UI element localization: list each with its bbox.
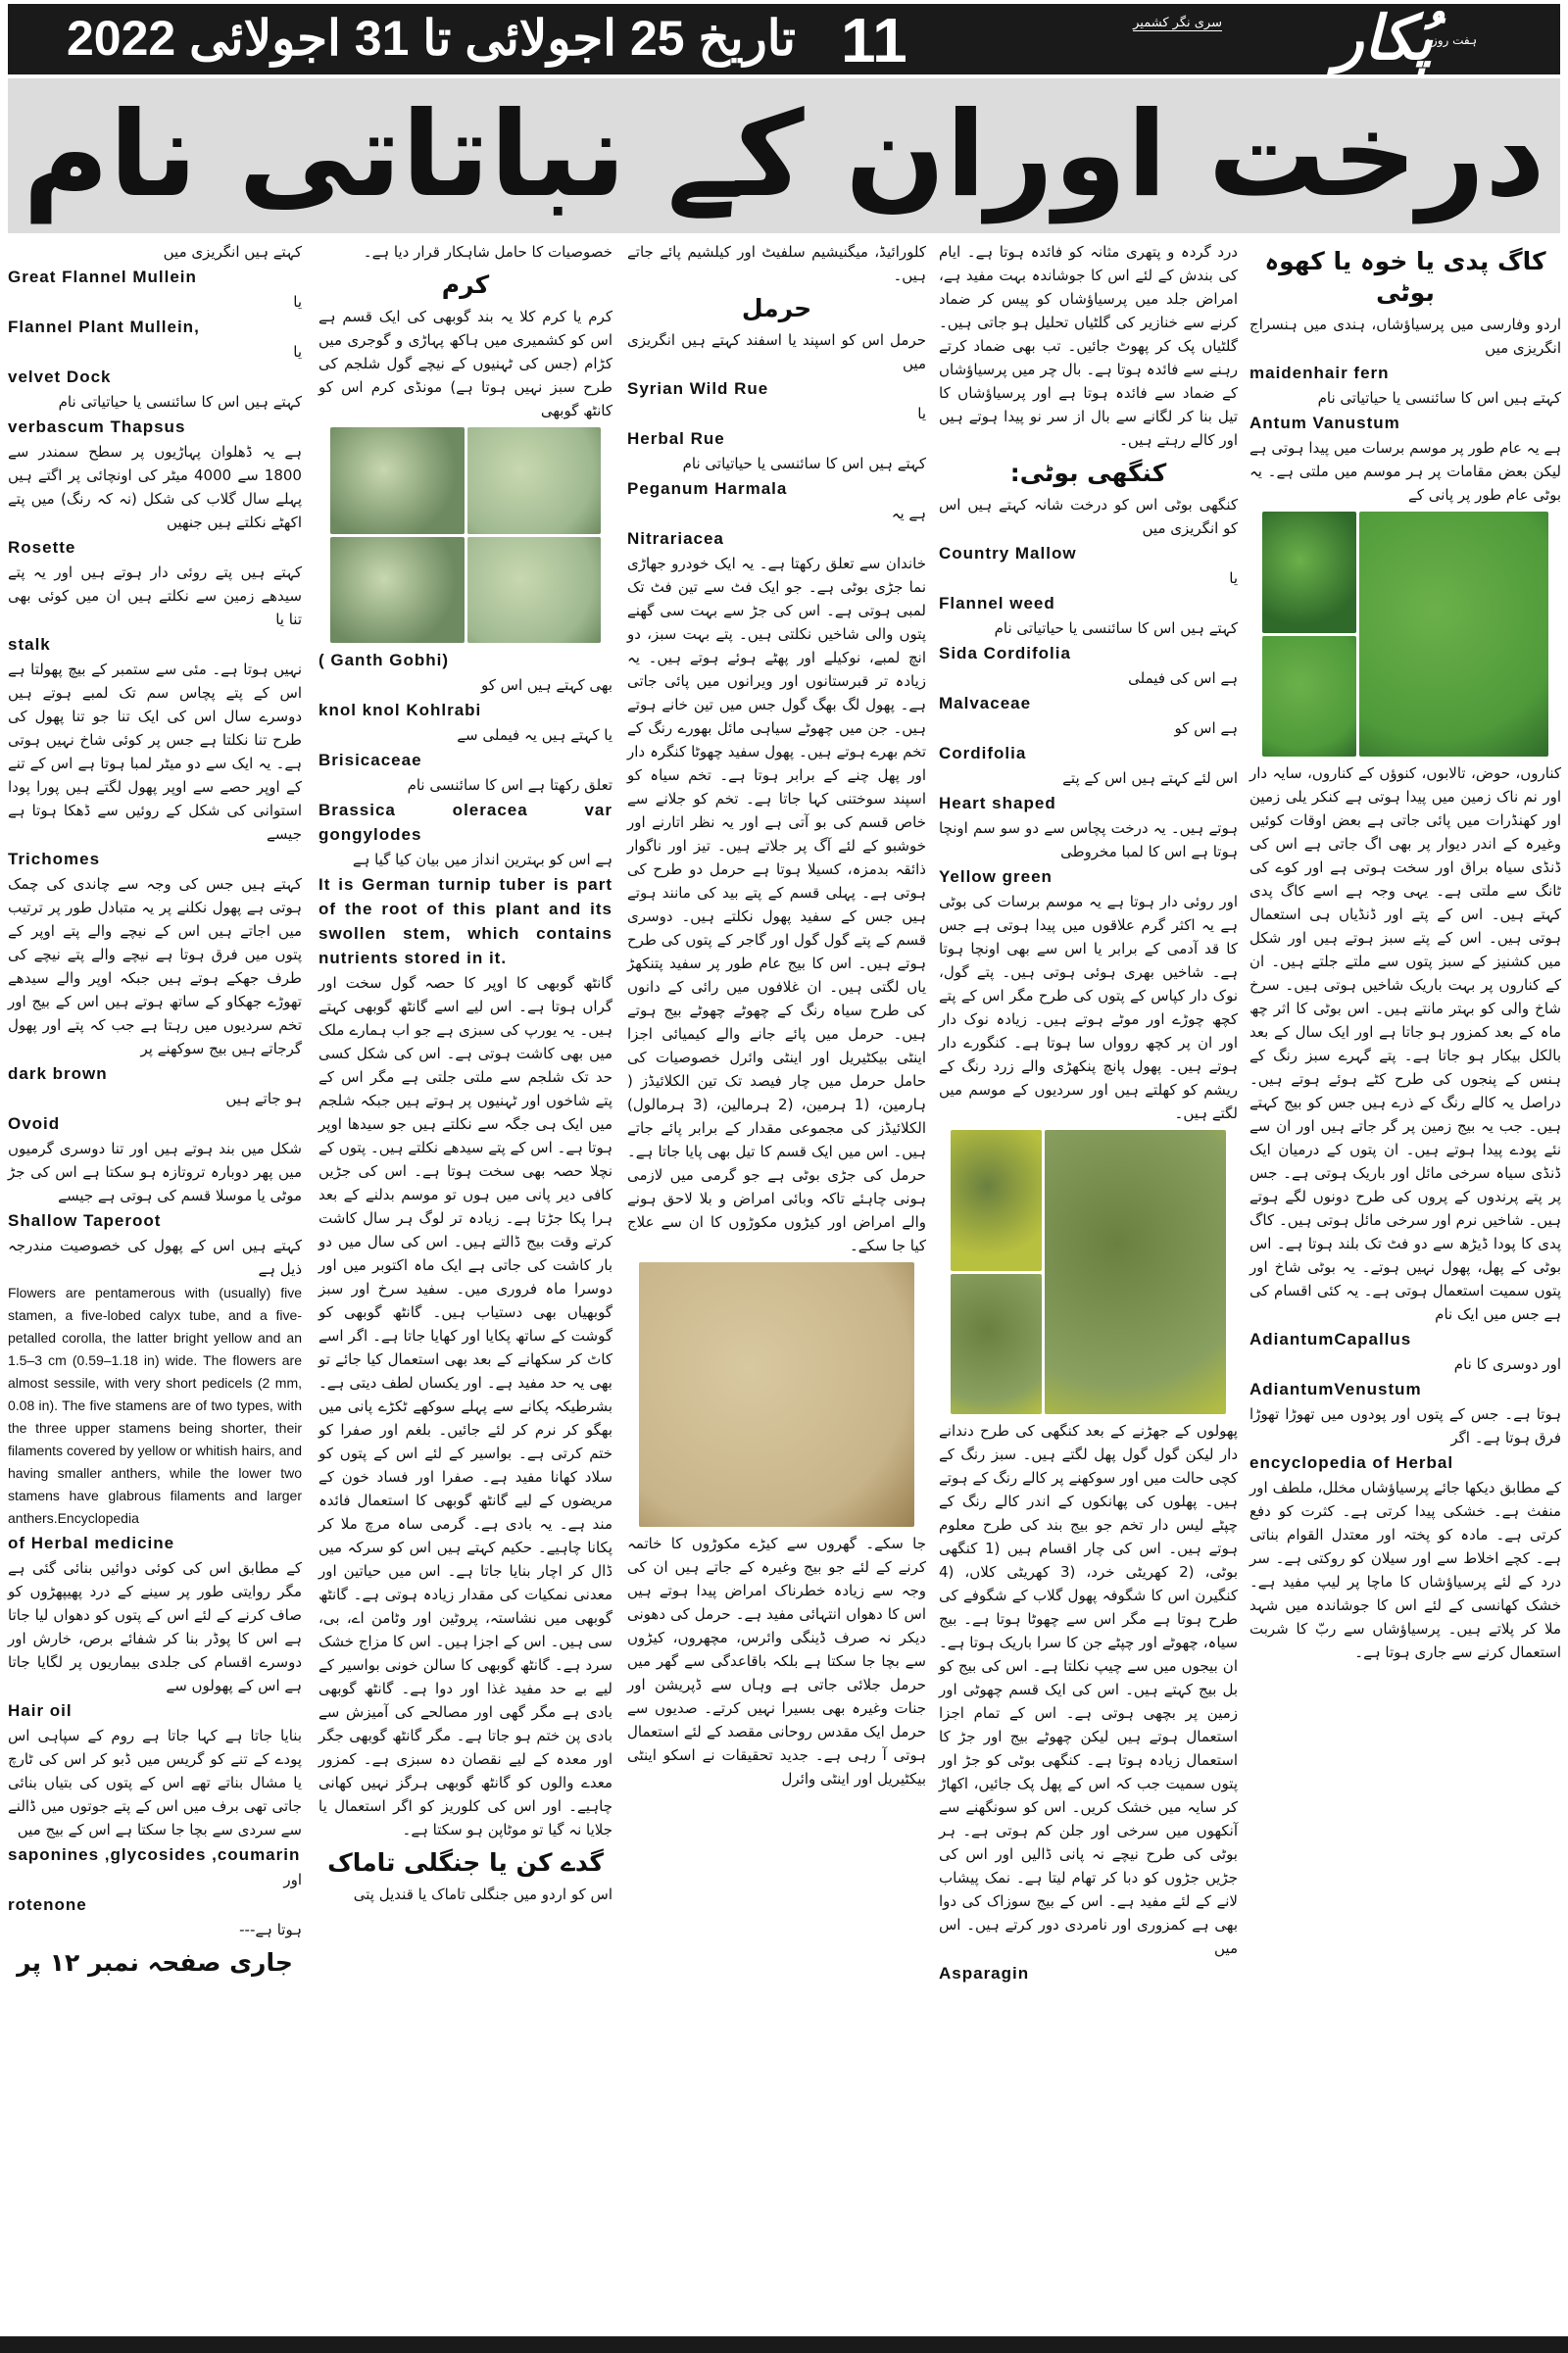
urdu-paragraph: ہوتا ہے--- xyxy=(239,1921,302,1938)
masthead-bar xyxy=(8,4,1560,74)
urdu-paragraph: یا xyxy=(293,293,302,311)
urdu-paragraph: اردو وفارسی میں پرسیاؤشاں، ہندی میں ہنسراج انگریزی میں xyxy=(1250,316,1561,357)
english-term: Heart shaped xyxy=(939,794,1056,812)
urdu-paragraph: ہے یہ xyxy=(891,505,926,522)
english-term: Syrian Wild Rue xyxy=(627,379,769,398)
article-column-5 xyxy=(1250,240,1561,1665)
section-heading: کاگ پدی یا خوہ یا کھوہ بوٹی xyxy=(1264,247,1546,307)
english-term: velvet Dock xyxy=(8,368,112,386)
section-heading: گدے کن یا جنگلی تاماک xyxy=(327,1848,604,1877)
harmal-photo xyxy=(639,1262,914,1527)
urdu-paragraph: کرم یا کرم کلا یہ بند گوبھی کی ایک قسم ہے اس کو کشمیری میں ہاکھ پہاڑی و گوجری میں کڑام (جس کی ٹہنیوں کے نیچے گول شلجم کی طرح سبز نہیں ہوتا ہے) مونڈی کرم اس کو کانٹھ گوبھی xyxy=(318,308,612,419)
english-term: Flowers are pentamerous with (usually) five stamen, a five-lobed calyx tube, and a five-petalled corolla, the latter bright yellow and an 1.5–3 cm (0.59–1.18 in) wide. The flowers are almost sessile, with very short pedicels (2 mm, 0.08 in). The five stamens are of two types, with the three upper stamens being shorter, their filaments covered by yellow or whitish hairs, and having smaller anthers, while the lower two stamens have glabrous filaments and larger anthers.Encyclopedia xyxy=(8,1285,302,1526)
urdu-paragraph: خاندان سے تعلق رکھتا ہے۔ یہ ایک خودرو جھاڑی نما جڑی بوٹی ہے۔ جو ایک فٹ سے تین فٹ تک لمبی ہوتی ہے۔ اس کی جڑ سے بہت سی گھنے پتوں والی شاخیں نکلتی ہیں۔ پتے بہت سبز، دو انچ لمبے، نوکیلے اور پھٹے ہوئے ہوتے ہیں۔ یہ زیادہ تر قبرستانوں اور ویرانوں میں پائی جاتی ہے۔ پھول لگ بھگ گول جس میں تین خانے ہوتے ہیں۔ جن میں چھوٹے سیاہی مائل بھورے رنگ کے تخم بھرے ہوتے ہیں۔ پھول سفید چھوٹا کنگرہ دار اور پھل چنے کے برابر ہوتا ہے۔ تخم سیاہ کو اسپند سوختنی کہا جاتا ہے۔ تخم کو جلانے سے خاص قسم کی بو آتی ہے اور یہ نظر اتارنے اور خوشبو کے لئے آگ پر جلاتے ہیں۔ تیز اور ناگوار ذائقہ بدمزہ، کسیلا ہوتا ہے حرمل دو طرح کی ہوتی ہے۔ پہلی قسم کے پتے بید کی مانند ہوتے ہیں جس کے سفید پھول نکلتے ہیں۔ دوسری قسم کے پتے گول گول اور گاجر کے پتوں کی طرح ہوتے ہیں۔ اس کا بیج عام طور پر سفید پتنکھڑ یاں لگتی ہیں۔ ان غلافوں میں رائی کے دانوں کی طرح سیاہ رنگ کے چھوٹے چھوٹے بیج ہوتے ہیں۔ حرمل میں پائے جانے والے کیمیائی اجزا اینٹی بیکٹیریل اور اینٹی وائرل خصوصیات کی حامل حرمل میں چار فیصد تک تین الکلائیڈز ( ہارمین، (1 ہرمین، (2 ہرمالین، (3 ہرمالول) الکلائیڈز کی مجموعی مقدار کے برابر پائے جاتے ہیں۔ اس میں ایک قسم کا تیل بھی پایا جاتا ہے۔ حرمل کی جڑی بوٹی ہے جو گرمی میں لازمی ہونی چاہئے تاکہ وبائی امراض و بلا لاحق ہونے والے امراض اور کیڑوں مکوڑوں کا ان سے علاج کیا جا سکے۔ xyxy=(627,555,926,1254)
english-term: Brassica oleracea var gongylodes xyxy=(318,801,612,844)
urdu-paragraph: کہتے ہیں اس کا سائنسی یا حیاتیاتی نام xyxy=(58,393,302,411)
urdu-paragraph: ہے اس کو xyxy=(1174,719,1238,737)
urdu-paragraph: ہے اس کی فیملی xyxy=(1128,669,1238,687)
newspaper-logo: پُکار xyxy=(1334,2,1433,74)
english-term: Cordifolia xyxy=(939,744,1027,762)
urdu-paragraph: نہیں ہوتا ہے۔ مئی سے ستمبر کے بیچ پھولتا ہے اس کے پتے پچاس سم تک لمبے ہوتے ہیں دوسرے سال اس کی ایک تنا جو تنا پھول کی طرح تنا نکلتا ہے جس پر کوئی شاخ نہیں ہوتی ہے۔ یہ ایک سے دو میٹر لمبا ہوتا ہے اس کے تنے کے اوپر حصے سے اوپر پھول لگتے ہیں پورا پودا استوانی کی شکل کے روئیں سے ڈھکا ہوتا ہے جیسے xyxy=(8,661,302,843)
urdu-paragraph: کے مطابق دیکھا جائے پرسیاؤشاں مخلل، ملطف اور منفث ہے۔ خشکی پیدا کرتی ہے۔ کثرت کو دفع کرتی ہے۔ مادہ کو پختہ اور معتدل القوام بناتی ہے۔ کچے اخلاط سے اور سیلان کو روکتی ہے۔ سر درد کے لئے پرسیاؤشاں کا ماچا پر لیپ مفید ہے۔ خشک کھانسی کے لئے اس کا جوشاندہ میں شہد ملا کر پلاتے ہیں۔ پرسیاؤشاں سے ربّ کا شربت استعمال کرنے سے جاری ہوتا ہے۔ xyxy=(1250,1479,1561,1661)
urdu-paragraph: درد گردہ و پتھری مثانہ کو فائدہ ہوتا ہے۔ ایام کی بندش کے لئے اس کا جوشاندہ بہت مفید ہے، امراض جلد میں پرسیاؤشاں کو پیس کر ضماد کرنے سے خنازیر کی گلٹیاں تحلیل ہو جاتی ہیں۔ گلٹیاں پک کر پھوٹ جائیں۔ تب بھی ضماد کرتے رہنے سے فائدہ ہوتا ہے۔ بال چر میں پرسیاؤشاں کے ضماد سے فائدہ ہوتا ہے اور پرسیاؤشاں کا تیل بنا کر لگانے سے بال از سر نو پیدا ہوتے ہیں اور کالے رہتے ہیں۔ xyxy=(939,243,1238,449)
urdu-paragraph: ہے یہ ڈھلوان پہاڑیوں پر سطح سمندر سے 1800 سے 4000 میٹر کی اونچائی پر اگتے ہیں پہلے سال گلاب کی شکل (نہ کہ رنگ) میں پتے اکھٹے نکلتے ہیں جنھیں xyxy=(8,443,302,531)
english-term: verbascum Thapsus xyxy=(8,417,186,436)
article-column-1 xyxy=(8,240,302,1983)
urdu-paragraph: ہو جاتے ہیں xyxy=(225,1090,302,1107)
urdu-paragraph: کہتے ہیں اس کا سائنسی یا حیاتیاتی نام xyxy=(682,455,926,472)
photo-panel xyxy=(330,537,465,644)
english-term: Yellow green xyxy=(939,867,1053,886)
english-term: Shallow Taperoot xyxy=(8,1211,162,1230)
photo-panel xyxy=(1262,512,1357,633)
english-term: Flannel weed xyxy=(939,594,1055,613)
section-heading: حرمل xyxy=(741,294,812,322)
english-term: Sida Cordifolia xyxy=(939,644,1071,662)
english-term: of Herbal medicine xyxy=(8,1534,175,1552)
urdu-paragraph: ہوتا ہے۔ جس کے پتوں اور پودوں میں تھوڑا تھوڑا فرق ہوتا ہے۔ اگر xyxy=(1250,1405,1561,1446)
article-column-4 xyxy=(939,240,1238,1986)
photo-panel xyxy=(467,537,602,644)
urdu-paragraph: کناروں، حوض، تالابوں، کنوؤں کے کناروں، سایہ دار اور نم ناک زمین میں پیدا ہوتی ہے کنکر یلی زمین اور کھنڈرات میں پائی جاتی ہے بعض اوقات کوئیں وغیرہ کے اندر دیوار پر بھی اگ جاتی ہے اس کی ڈنڈی سیاہ براق اور سخت ہوتی ہے اور کوے کی ٹانگ سے ملتی ہے۔ یہی وجہ ہے اسے کاگ پدی کہتے ہیں۔ اس کے پتے اور ڈنڈیاں ہی استعمال ہوتی ہیں۔ اس کے پتے سبز ہوتے ہیں اور شکل میں کشنیز کے سبز پتوں سے ملتے جلتے ہیں۔ ان کے کناروں پر بہت باریک شاخیں ہوتی ہیں۔ سرخ شاخ والی کو بہتر مانتے ہیں۔ اس بوٹی کا اثر چھ ماہ کے بعد کمزور ہو جاتا ہے اور ایک سال کے بعد بالکل بیکار ہو جاتا ہے۔ پتے گہرے سبز رنگ کے ہنس کے پنجوں کی طرح کٹے ہوئے ہوتے ہیں۔ دراصل یہ کالے رنگ کے ذرے ہیں جس کو بیج کہتے ہیں۔ جب یہ بیج زمین پر گر جاتے ہیں اور ان سے نئے پودے پیدا ہوتے ہیں۔ ان پتوں کے درمیان ایک ڈنڈی سیاہ سرخی مائل اور باریک ہوتی ہے۔ جس پر پتے پرندوں کے پروں کی طرح دونوں لگے ہوتے ہیں۔ شاخیں نرم اور سرخی مائل ہوتی ہیں۔ کاگ پدی کا پودا ڈیڑھ سے دو فٹ تک بلند ہوتا ہے۔ اس بوٹی کے پھل، پھول نہیں ہوتے۔ یہ بوٹی شاخ اور پتوں سمیت استعمال ہوتی ہے۔ یہ کئی اقسام کی ہے جس میں ایک نام xyxy=(1250,764,1561,1323)
photo-panel xyxy=(467,427,602,534)
urdu-paragraph: کہتے ہیں انگریزی میں xyxy=(163,243,302,261)
article-column-3 xyxy=(627,240,926,1791)
urdu-paragraph: ہے اس کو بہترین انداز میں بیان کیا گیا ہے xyxy=(352,851,612,868)
english-term: Great Flannel Mullein xyxy=(8,268,197,286)
urdu-paragraph: ہوتے ہیں۔ یہ درخت پچاس سے دو سو سم اونچا ہوتا ہے اس کا لمبا مخروطی xyxy=(939,819,1238,860)
urdu-paragraph: خصوصیات کا حامل شاہکار قرار دیا ہے۔ xyxy=(363,243,612,261)
page-number: 11 xyxy=(841,5,907,75)
english-term: Ovoid xyxy=(8,1114,61,1133)
urdu-paragraph: کہتے ہیں اس کا سائنسی یا حیاتیاتی نام xyxy=(994,619,1238,637)
english-term: Country Mallow xyxy=(939,544,1077,563)
english-term: Nitrariacea xyxy=(627,529,724,548)
urdu-paragraph: گانٹھ گوبھی کا اوپر کا حصہ گول سخت اور گراں ہوتا ہے۔ اس لیے اسے گانٹھ گوبھی کہتے ہیں۔ یہ یورپ کی سبزی ہے جو اب ہمارے ملک میں بھی کاشت ہوتی ہے۔ اس کی شکل کسی حد تک شلجم سے ملتی جلتی ہے مگر اس کے پتے شاخوں اور ٹہنیوں پر ہوتے ہیں جبکہ شلجم میں ایک ہی جگہ سے نکلتے ہیں جو سیدھا اوپر ہوتا ہے۔ اس کے پتے سیدھے نکلتے ہیں۔ پتوں کے نچلا حصہ بھی سخت ہوتا ہے۔ اس کی جڑیں کافی دیر پانی میں ہوں تو موسم بدلنے کے بعد ہرا پکا جڑتا ہے۔ زیادہ تر لوگ ہر سال کاشت کرتے وقت بیج ڈالتے ہیں۔ اس کی سال میں دو بار کاشت کی جاتی ہے ایک ماہ اکتوبر میں اور دوسرا ماہ فروری میں۔ سفید سرخ اور سبز گوبھیاں بھی دستیاب ہیں۔ گانٹھ گوبھی کو گوشت کے ساتھ پکایا اور کھایا جاتا ہے۔ اگر اسے کاٹ کر سکھانے کے بعد بھی استعمال کیا جائے تو بھی یہ حد مفید ہے۔ اور یکساں لطف دیتی ہے۔ بشرطیکہ پکانے سے پہلے سوکھے ٹکڑے پانی میں بھگو کر نرم کر لئے جائیں۔ بلغم اور صفرا کو ختم کرتی ہے۔ بواسیر کے لئے اس کے پتوں کو سلاد کھانا مفید ہے۔ صفرا اور فساد خون کے مریضوں کے لیے گانٹھ گوبھی کا استعمال فائدہ مند ہے۔ یہ بادی ہے۔ گرمی ساہ مرچ ملا کر پکانا چاہیے۔ حکیم کہتے ہیں اس کو سرکہ میں ڈال کر اچار بنایا جاتا ہے۔ اس میں حیاتین اور معدنی نمکیات کی مقدار زیادہ ہوتی ہے۔ گانٹھ گوبھی میں نشاستہ، پروٹین اور وٹامن اے، بی، سی ہیں۔ اس کے اجزا ہیں۔ اس کا مزاج خشک سرد ہے۔ گانٹھ گوبھی کا سالن خونی بواسیر کے لیے بے حد مفید غذا اور دوا ہے۔ گانٹھ گوبھی بادی ہے مگر گھی اور مصالحے کی آمیزش سے بادی پن ختم ہو جاتا ہے۔ مگر گانٹھ گوبھی جگر اور معدہ کے لیے نقصان دہ سبزی ہے۔ کمزور معدے والوں کو گانٹھ گوبھی ہرگز نہیں کھانی چاہیے۔ اور اس کی کلوریز کو اگر استعمال یا جلایا نہ گیا تو موٹاپن ہو سکتا ہے۔ xyxy=(318,974,612,1838)
english-term: saponines ,glycosides ,coumarin xyxy=(8,1845,301,1864)
english-term: Malvaceae xyxy=(939,694,1032,712)
english-term: encyclopedia of Herbal xyxy=(1250,1453,1454,1472)
english-term: knol knol Kohlrabi xyxy=(318,701,482,719)
urdu-paragraph: کہتے ہیں اس کے پھول کی خصوصیت مندرجہ ذیل ہے xyxy=(8,1237,302,1278)
urdu-paragraph: یا کہتے ہیں یہ فیملی سے xyxy=(457,726,612,744)
urdu-paragraph: ہے یہ عام طور پر موسم برسات میں پیدا ہوتی ہے لیکن بعض مقامات پر ہر موسم میں ملتی ہے۔ یہ بوٹی عام طور پر پانی کے xyxy=(1250,439,1561,504)
section-heading: کرم xyxy=(441,270,490,299)
urdu-paragraph: اور روئی دار ہوتا ہے یہ موسم برسات کی بوٹی ہے یہ اکثر گرم علاقوں میں پیدا ہوتی ہے جس کا قد آدمی کے برابر یا اس سے بھی اونچا ہوتا ہے۔ شاخیں بھری ہوئی ہوتی ہیں۔ پتے گول، نوک دار کپاس کے پتوں کی طرح مگر اس کے پتے کچھ چوڑے اور موٹے ہوتے ہیں۔ زیادہ نوک دار اور ان پر کچھ روواں سا ہوتا ہے۔ کنگورے دار ہوتے ہیں۔ پھول پانچ پنکھڑی والے زرد رنگ کے ریشم کو کھلتے ہیں اور سردیوں کے موسم میں لگتے ہیں۔ xyxy=(939,893,1238,1122)
urdu-paragraph: یا xyxy=(917,405,926,422)
issue-date: تاریخ 25 اجولائی تا 31 اجولائی 2022 xyxy=(67,11,796,66)
english-term: Trichomes xyxy=(8,850,101,868)
urdu-paragraph: کہتے ہیں جس کی وجہ سے چاندی کی چمک ہوتی ہے پھول نکلنے پر یہ متبادل طور پر ترتیب میں اجاتے ہیں اس کے نیچے والے پتے اوپر کے پتوں میں فرق ہوتا ہے نیچے والے پتے نیچے کی طرف جھکے ہوتے ہیں جبکہ اوپر والے سیدھے تھوڑے جھکاو کے ساتھ ہوتے ہیں اس کے بیج اور تخم سردیوں میں رہتا ہے جب کہ پتے اور پھول گرجاتے ہیں بیج سوکھنے پر xyxy=(8,875,302,1057)
urdu-paragraph: یا xyxy=(1229,569,1238,587)
section-heading: کنگھی بوٹی: xyxy=(1009,459,1167,487)
english-term: rotenone xyxy=(8,1895,87,1914)
section-heading: جاری صفحہ نمبر ۱۲ پر xyxy=(17,1948,293,1977)
mallow-photo xyxy=(951,1130,1226,1414)
urdu-paragraph: اور دوسری کا نام xyxy=(1453,1355,1561,1373)
fern-photo xyxy=(1262,512,1549,757)
urdu-paragraph: اس کو اردو میں جنگلی تاماک یا قندیل پتی xyxy=(353,1886,612,1903)
photo-panel xyxy=(951,1130,1042,1271)
photo-panel xyxy=(951,1274,1042,1415)
english-term: Rosette xyxy=(8,538,76,557)
english-term: Asparagin xyxy=(939,1964,1030,1983)
urdu-paragraph: کلورائیڈ، میگنیشیم سلفیٹ اور کیلشیم پائے جاتے ہیں۔ xyxy=(627,243,926,284)
urdu-paragraph: کہتے ہیں اس کا سائنسی یا حیاتیاتی نام xyxy=(1317,389,1561,407)
photo-panel xyxy=(1262,636,1357,758)
article-column-2 xyxy=(318,240,612,1907)
masthead-city: سری نگر کشمیر xyxy=(1133,16,1222,30)
urdu-paragraph: حرمل اس کو اسپند یا اسفند کہتے ہیں انگریزی میں xyxy=(627,331,926,372)
urdu-paragraph: یا xyxy=(293,343,302,361)
english-term: Hair oil xyxy=(8,1701,73,1720)
english-term: stalk xyxy=(8,635,51,654)
urdu-paragraph: کے مطابق اس کی کوئی دوائیں بنائی گئی ہے مگر روایتی طور پر سینے کے درد پھیپھڑوں کو صاف کرنے کے لئے اس کے پتوں کو دھواں لیا جاتا ہے اس کا پوڈر بنا کر شفائے برص، خارش اور دوسرے اقسام کی جلدی بیماریوں پر لگایا جاتا ہے اس کے پھولوں سے xyxy=(8,1559,302,1694)
urdu-paragraph: کنگھی بوٹی اس کو درخت شانہ کہتے ہیں اس کو انگریزی میں xyxy=(939,496,1238,537)
kohlrabi-photo xyxy=(330,427,601,643)
footer-bar xyxy=(0,2336,1568,2353)
masthead-weekly: ہفت روزہ xyxy=(1424,33,1477,47)
english-term: Flannel Plant Mullein, xyxy=(8,318,200,336)
urdu-paragraph: بنایا جاتا ہے کہا جاتا ہے روم کے سپاہی اس پودے کے تنے کو گریس میں ڈبو کر اس کی ٹارچ یا مشال بناتے تھے اس کے پتوں کی بتیاں بنائی جاتی تھی برف میں اس کے پتے جوتوں میں ڈالنے سے سردی سے بچا جا سکتا ہے اس کے بیج میں xyxy=(8,1727,302,1838)
urdu-paragraph: پھولوں کے جھڑنے کے بعد کنگھی کی طرح دندانے دار لیکن گول گول پھل لگتے ہیں۔ سبز رنگ کے کچی حالت میں اور سوکھنے پر کالے رنگ کے ہوتے ہیں۔ پھلوں کی پھانکوں کے اندر کالے رنگ کے چپٹے لیس دار تخم جو بیج بند کی طرح معلوم ہوتے ہیں۔ اس کی چار اقسام ہیں (1 کنگھی بوٹی، (2 کھریٹی خرد، (3 کھریٹی کلاں، (4 کنگیرن اس کا شگوفہ پھول گلاب کے شگوفے کی طرح ہوتا ہے مگر اس سے چھوٹا ہوتا ہے۔ بیج سیاہ، چھوٹے اور چپٹے جن کا سرا باریک ہوتا ہے۔ ان بیجوں میں سے چیپ نکلتا ہے۔ اس کی بیج کو بل بیج کہتے ہیں۔ اس کی ایک قسم چھوٹی اور زمین پر بچھی ہوتی ہے۔ اس کے تمام اجزا استعمال ہوتے ہیں لیکن چھوٹے بیج اور جڑ کا استعمال زیادہ ہوتا ہے۔ کنگھی بوٹی کو جڑ اور پتوں سمیت جب کہ اس کے پھل پک جائیں، اکھاڑ کر سایہ میں خشک کریں۔ اس کو سونگھنے سے آنکھوں میں سرخی اور جلن کم ہوتی ہے۔ ہر بوٹی کی طرح نیچے نہ پانی ڈالیں اور اس کی جڑیں جڑوں کو دبا کر تھام لیتا ہے۔ نمک پیشاب لانے کے لئے مفید ہے۔ اس کے بیج سوزاک کی دوا بھی ہے کمزوری اور نامردی دور کرتے ہیں۔ اس میں xyxy=(939,1422,1239,1957)
english-term: Herbal Rue xyxy=(627,429,725,448)
urdu-paragraph: اور xyxy=(283,1871,302,1888)
english-term: maidenhair fern xyxy=(1250,364,1390,382)
english-term: AdiantumCapallus xyxy=(1250,1330,1412,1348)
english-term: Antum Vanustum xyxy=(1250,414,1400,432)
urdu-paragraph: کہتے ہیں پتے روئی دار ہوتے ہیں اور یہ پتے سیدھے زمین سے نکلتے ہیں ان میں کوئی بھی تنا یا xyxy=(8,564,302,628)
english-term: Peganum Harmala xyxy=(627,479,788,498)
urdu-paragraph: جا سکے۔ گھروں سے کیڑے مکوڑوں کا خاتمہ کرنے کے لئے جو بیج وغیرہ کے جاتے ہیں ان کی وجہ سے زیادہ خطرناک امراض پیدا ہوتے ہیں اس کا دھواں انتہائی مفید ہے۔ حرمل کی دھونی دیکر نہ صرف ڈینگی وائرس، مچھروں، کیڑوں سے بچا جا سکتا ہے بلکہ باقاعدگی سے گھر میں حرمل جلائی جاتی ہے وہاں سے ڈپریشن اور جنات وغیرہ بھی بسیرا نہیں کرتے۔ صدیوں سے حرمل ایک مقدس روحانی مقصد کے لئے استعمال ہوتی آ رہی ہے۔ جدید تحقیقات نے اسکو اینٹی بیکٹیریل اور اینٹی وائرل xyxy=(627,1535,926,1788)
headline-banner xyxy=(8,78,1560,233)
urdu-paragraph: شکل میں بند ہوتے ہیں اور تنا دوسری گرمیوں میں پھر دوبارہ تروتازہ ہو سکتا ہے اس کی جڑ موٹی یا موسلا قسم کی ہوتی ہے جیسے xyxy=(8,1140,302,1204)
english-term: AdiantumVenustum xyxy=(1250,1380,1422,1398)
photo-panel xyxy=(330,427,465,534)
english-term: ( Ganth Gobhi) xyxy=(318,651,449,669)
urdu-paragraph: اس لئے کہتے ہیں اس کے پتے xyxy=(1062,769,1238,787)
english-term: It is German turnip tuber is part of the root of this plant and its swollen stem, which contains nutrients stored in it. xyxy=(318,875,612,967)
photo-panel xyxy=(1045,1130,1226,1414)
photo-panel xyxy=(1359,512,1548,757)
urdu-paragraph: بھی کہتے ہیں اس کو xyxy=(480,676,612,694)
page-headline: درخت اوران کے نباتاتی نام xyxy=(23,87,1545,223)
english-term: Brisicaceae xyxy=(318,751,422,769)
urdu-paragraph: تعلق رکھتا ہے اس کا سائنسی نام xyxy=(407,776,612,794)
photo-panel xyxy=(639,1262,914,1527)
english-term: dark brown xyxy=(8,1064,108,1083)
